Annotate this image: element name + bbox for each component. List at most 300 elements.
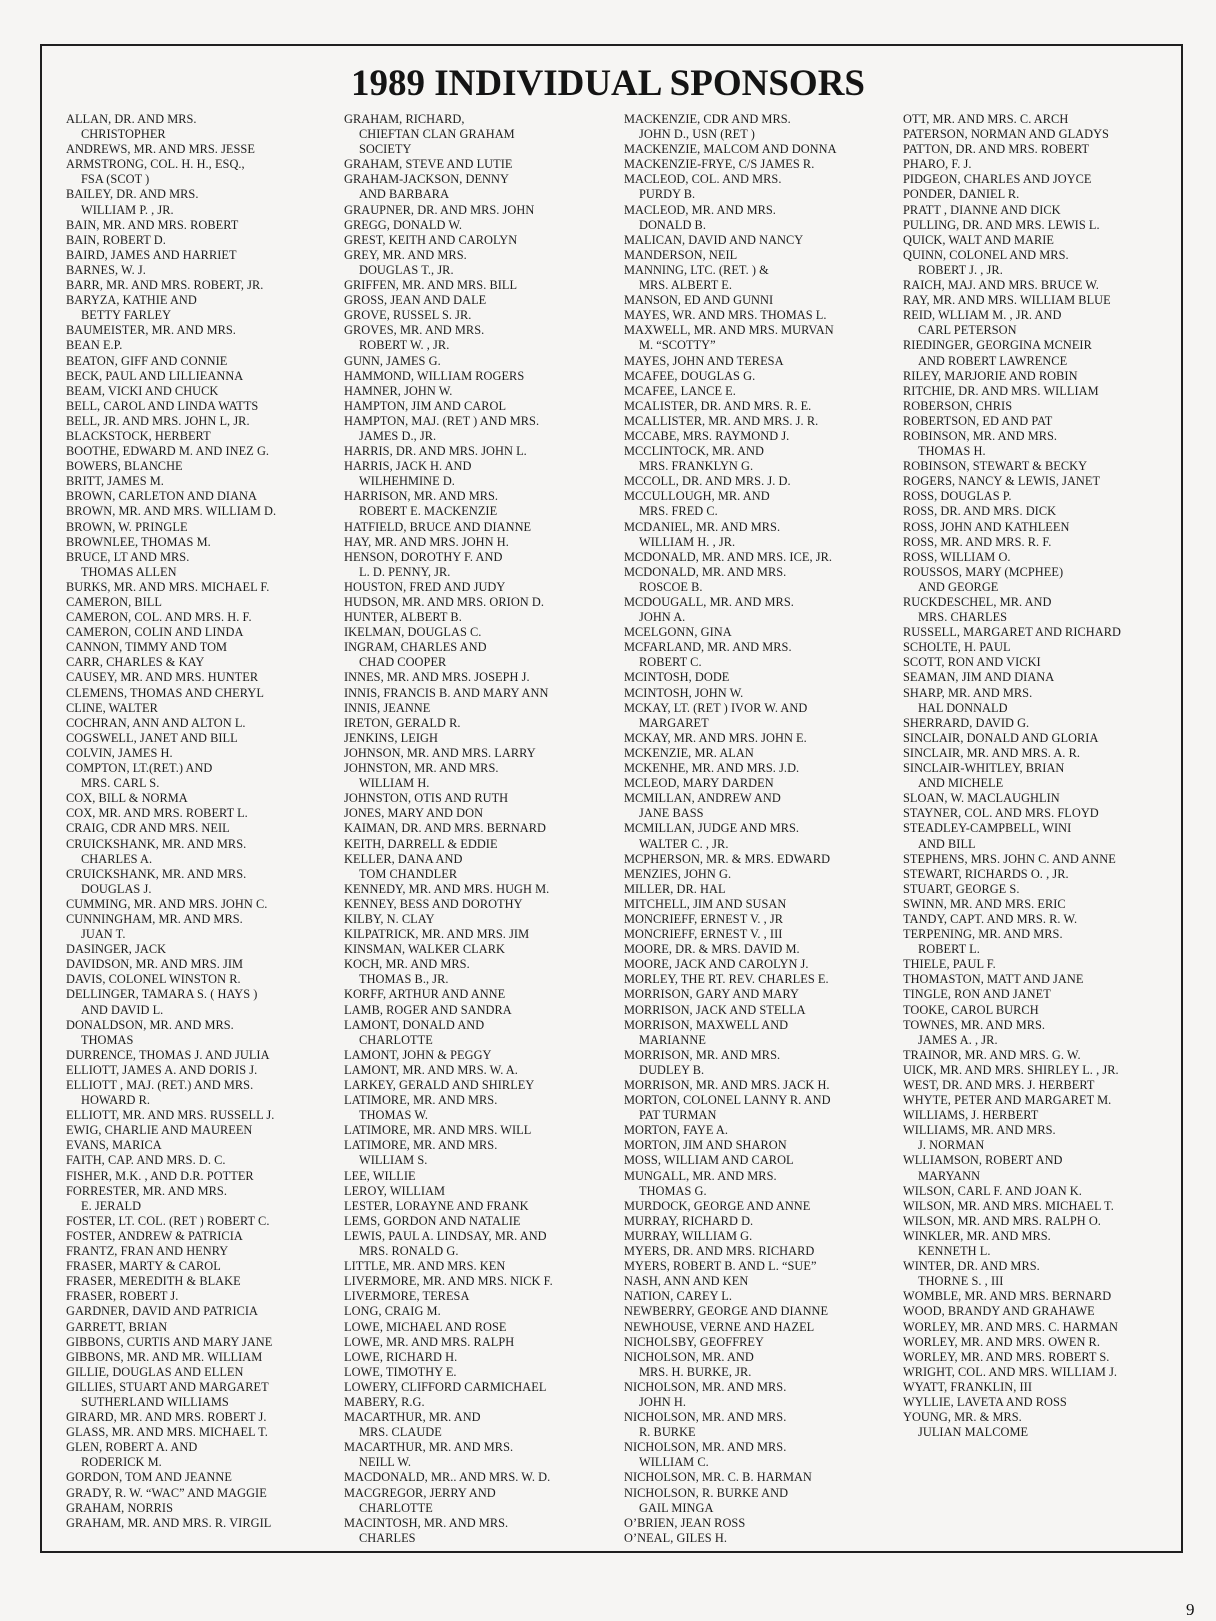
sponsor-name: MACKENZIE, MALCOM AND DONNA <box>624 142 837 157</box>
sponsor-name: MCINTOSH, JOHN W. <box>624 685 744 700</box>
sponsor-name-continuation: J. NORMAN <box>918 1138 985 1153</box>
sponsor-name-continuation: HAL DONNALD <box>918 700 1008 715</box>
sponsor-name: GLEN, ROBERT A. AND <box>66 1440 198 1455</box>
sponsor-name: MORRISON, MR. AND MRS. JACK H. <box>624 1078 830 1092</box>
sponsor-name: MOSS, WILLIAM AND CAROL <box>624 1153 794 1168</box>
sponsor-name-continuation: THOMAS ALLEN <box>81 564 177 579</box>
sponsor-name-continuation: ROBERT J. , JR. <box>918 262 1003 277</box>
sponsor-name: TANDY, CAPT. AND MRS. R. W. <box>903 911 1078 926</box>
sponsor-name-continuation: AND BILL <box>918 836 976 851</box>
sponsor-name-continuation: THOMAS G. <box>639 1183 707 1198</box>
sponsor-name: MCKAY, LT. (RET ) IVOR W. AND <box>624 700 808 715</box>
sponsor-name: NICHOLSBY, GEOFFREY <box>624 1334 764 1349</box>
sponsor-name: ROSS, DOUGLAS P. <box>903 489 1012 504</box>
sponsor-name: HAMMOND, WILLIAM ROGERS <box>344 368 525 383</box>
sponsor-name-continuation: ROSCOE B. <box>639 579 703 594</box>
sponsor-name: MAXWELL, MR. AND MRS. MURVAN <box>624 323 834 338</box>
sponsor-name: MACDONALD, MR.. AND MRS. W. D. <box>344 1470 551 1485</box>
sponsor-name: BAILEY, DR. AND MRS. <box>66 187 199 202</box>
sponsor-name: BRUCE, LT AND MRS. <box>66 549 190 564</box>
sponsor-name-continuation: MRS. RONALD G. <box>359 1244 459 1259</box>
sponsor-name: FRANTZ, FRAN AND HENRY <box>66 1244 229 1259</box>
sponsor-name: HARRIS, DR. AND MRS. JOHN L. <box>344 444 527 459</box>
sponsor-name: HUNTER, ALBERT B. <box>344 610 462 625</box>
sponsor-name: DURRENCE, THOMAS J. AND JULIA <box>66 1047 270 1062</box>
sponsor-name: DASINGER, JACK <box>66 942 167 957</box>
sponsor-name-continuation: MARIANNE <box>639 1032 706 1047</box>
sponsor-name-continuation: KENNETH L. <box>918 1244 991 1259</box>
sponsor-name: CRUICKSHANK, MR. AND MRS. <box>66 836 247 851</box>
sponsor-name: LATIMORE, MR. AND MRS. WILL <box>344 1123 532 1138</box>
sponsor-name-continuation: MRS. FRANKLYN G. <box>639 459 754 474</box>
sponsor-name: STAYNER, COL. AND MRS. FLOYD <box>903 806 1099 821</box>
sponsor-name: DELLINGER, TAMARA S. ( HAYS ) <box>66 987 258 1002</box>
sponsor-name: MORTON, COLONEL LANNY R. AND <box>624 1093 831 1108</box>
sponsor-name: FRASER, ROBERT J. <box>66 1289 179 1304</box>
sponsor-name: INGRAM, CHARLES AND <box>344 640 487 655</box>
sponsor-name-continuation: E. JERALD <box>81 1198 142 1213</box>
sponsor-name-continuation: WALTER C. , JR. <box>639 836 729 851</box>
sponsor-name: GIBBONS, MR. AND MR. WILLIAM <box>66 1349 263 1364</box>
sponsor-name-continuation: AND GEORGE <box>918 579 999 594</box>
sponsor-name: NICHOLSON, MR. AND <box>624 1349 754 1364</box>
sponsor-name: MURDOCK, GEORGE AND ANNE <box>624 1198 811 1213</box>
sponsor-name: MACKENZIE, CDR AND MRS. <box>624 112 791 126</box>
sponsor-name: HAMNER, JOHN W. <box>344 383 453 398</box>
sponsor-name: MYERS, ROBERT B. AND L. “SUE” <box>624 1259 817 1274</box>
sponsor-name: BEAN E.P. <box>66 338 123 353</box>
sponsor-name-continuation: CHARLES <box>359 1530 416 1545</box>
sponsor-name: CANNON, TIMMY AND TOM <box>66 640 228 655</box>
sponsor-name: GRAHAM, STEVE AND LUTIE <box>344 157 513 172</box>
sponsor-name: KENNEDY, MR. AND MRS. HUGH M. <box>344 881 550 896</box>
sponsor-name-continuation: AND ROBERT LAWRENCE <box>918 353 1068 368</box>
sponsor-name-continuation: NEILL W. <box>359 1455 412 1470</box>
sponsor-name: ROSS, MR. AND MRS. R. F. <box>903 534 1052 549</box>
sponsor-name: HATFIELD, BRUCE AND DIANNE <box>344 519 532 534</box>
sponsor-name: HUDSON, MR. AND MRS. ORION D. <box>344 595 545 609</box>
sponsor-name: ALLAN, DR. AND MRS. <box>66 112 197 126</box>
sponsor-name: MCMILLAN, ANDREW AND <box>624 791 781 806</box>
sponsor-name: MURRAY, WILLIAM G. <box>624 1228 753 1243</box>
sponsor-name: NICHOLSON, MR. C. B. HARMAN <box>624 1470 812 1485</box>
sponsor-name: MUNGALL, MR. AND MRS. <box>624 1168 777 1183</box>
sponsor-name: BELL, JR. AND MRS. JOHN L, JR. <box>66 413 250 428</box>
sponsor-name-continuation: L. D. PENNY, JR. <box>359 564 451 579</box>
sponsor-name: ROGERS, NANCY & LEWIS, JANET <box>903 474 1101 489</box>
sponsor-name: GILLIES, STUART AND MARGARET <box>66 1379 269 1394</box>
sponsor-name-continuation: THORNE S. , III <box>918 1274 1004 1289</box>
sponsor-name: BAIN, ROBERT D. <box>66 232 166 247</box>
sponsor-name: SINCLAIR, DONALD AND GLORIA <box>903 730 1099 745</box>
sponsor-name: PATTON, DR. AND MRS. ROBERT <box>903 142 1090 157</box>
sponsor-name-continuation: AND BARBARA <box>359 187 450 202</box>
sponsor-name: ROBINSON, MR. AND MRS. <box>903 428 1058 443</box>
sponsor-name: MCLEOD, MARY DARDEN <box>624 776 774 791</box>
sponsor-name-continuation: WILLIAM H. , JR. <box>639 534 736 549</box>
sponsor-name: BROWN, CARLETON AND DIANA <box>66 489 257 504</box>
sponsor-name: RAY, MR. AND MRS. WILLIAM BLUE <box>903 293 1111 308</box>
sponsor-name: KINSMAN, WALKER CLARK <box>344 942 505 957</box>
sponsor-name: GROVES, MR. AND MRS. <box>344 323 485 338</box>
sponsor-name: SCOTT, RON AND VICKI <box>903 655 1041 670</box>
sponsor-name-continuation: THOMAS H. <box>918 444 986 459</box>
sponsor-name: PONDER, DANIEL R. <box>903 187 1020 202</box>
sponsor-name: BOWERS, BLANCHE <box>66 459 183 474</box>
sponsor-name: ELLIOTT , MAJ. (RET.) AND MRS. <box>66 1078 254 1092</box>
sponsor-name: MCPHERSON, MR. & MRS. EDWARD <box>624 851 831 866</box>
sponsor-name-continuation: JOHN H. <box>639 1394 686 1409</box>
sponsor-name: BAIN, MR. AND MRS. ROBERT <box>66 217 239 232</box>
sponsor-name: MCCOLL, DR. AND MRS. J. D. <box>624 474 791 489</box>
sponsor-name: MCDONALD, MR. AND MRS. ICE, JR. <box>624 549 832 564</box>
sponsor-name: BAIRD, JAMES AND HARRIET <box>66 247 237 262</box>
sponsor-name-continuation: MRS. H. BURKE, JR. <box>639 1364 752 1379</box>
sponsor-name: MILLER, DR. HAL <box>624 881 726 896</box>
sponsor-name: OTT, MR. AND MRS. C. ARCH <box>903 112 1069 126</box>
sponsor-name: BEATON, GIFF AND CONNIE <box>66 353 228 368</box>
sponsor-name: MACGREGOR, JERRY AND <box>344 1485 496 1500</box>
sponsor-name: MAYES, WR. AND MRS. THOMAS L. <box>624 308 827 323</box>
sponsor-name: LOWE, MICHAEL AND ROSE <box>344 1319 507 1334</box>
sponsor-name: BARYZA, KATHIE AND <box>66 293 197 308</box>
page-title: 1989 INDIVIDUAL SPONSORS <box>351 63 865 104</box>
sponsor-name: GRIFFEN, MR. AND MRS. BILL <box>344 278 518 293</box>
sponsor-name-continuation: HOWARD R. <box>81 1093 151 1108</box>
sponsor-name: MORRISON, MR. AND MRS. <box>624 1047 781 1062</box>
page-number: 9 <box>1186 1600 1195 1619</box>
sponsor-name: LESTER, LORAYNE AND FRANK <box>344 1198 529 1213</box>
sponsor-name: INNIS, FRANCIS B. AND MARY ANN <box>344 685 549 700</box>
sponsor-name: CARR, CHARLES & KAY <box>66 655 205 670</box>
sponsor-name: BARNES, W. J. <box>66 262 146 277</box>
sponsor-name: STUART, GEORGE S. <box>903 881 1020 896</box>
sponsor-name: GRADY, R. W. “WAC” AND MAGGIE <box>66 1485 267 1500</box>
sponsor-name: UICK, MR. AND MRS. SHIRLEY L. , JR. <box>903 1062 1119 1077</box>
sponsor-name: GRAHAM, NORRIS <box>66 1500 174 1515</box>
sponsor-name: COCHRAN, ANN AND ALTON L. <box>66 715 246 730</box>
sponsor-name: PRATT , DIANNE AND DICK <box>903 202 1061 217</box>
sponsor-name: JENKINS, LEIGH <box>344 730 438 745</box>
sponsor-name: WYLLIE, LAVETA AND ROSS <box>903 1394 1067 1409</box>
sponsor-name: LATIMORE, MR. AND MRS. <box>344 1138 498 1153</box>
sponsor-name: SINCLAIR, MR. AND MRS. A. R. <box>903 745 1080 760</box>
sponsor-name: WINTER, DR. AND MRS. <box>903 1259 1040 1274</box>
sponsor-name: WILSON, CARL F. AND JOAN K. <box>903 1183 1082 1198</box>
sponsor-name: FRASER, MEREDITH & BLAKE <box>66 1274 241 1289</box>
sponsor-name: MCCULLOUGH, MR. AND <box>624 489 770 504</box>
sponsor-name-continuation: SUTHERLAND WILLIAMS <box>81 1394 229 1409</box>
sponsor-name: COLVIN, JAMES H. <box>66 745 173 760</box>
sponsor-name: LAMONT, MR. AND MRS. W. A. <box>344 1062 518 1077</box>
sponsor-name: CUMMING, MR. AND MRS. JOHN C. <box>66 896 268 911</box>
sponsor-name: PULLING, DR. AND MRS. LEWIS L. <box>903 217 1100 232</box>
sponsor-name: KENNEY, BESS AND DOROTHY <box>344 896 523 911</box>
sponsor-name: COX, MR. AND MRS. ROBERT L. <box>66 806 248 821</box>
sponsor-name: ROUSSOS, MARY (MCPHEE) <box>903 564 1064 579</box>
sponsor-name: CLEMENS, THOMAS AND CHERYL <box>66 685 264 700</box>
sponsor-name: MACKENZIE-FRYE, C/S JAMES R. <box>624 157 815 172</box>
sponsor-name: QUINN, COLONEL AND MRS. <box>903 247 1069 262</box>
sponsor-name-continuation: MARGARET <box>639 715 709 730</box>
sponsor-name: ROBERSON, CHRIS <box>903 398 1013 413</box>
sponsor-name: HARRIS, JACK H. AND <box>344 459 472 474</box>
sponsor-name: KOCH, MR. AND MRS. <box>344 957 470 972</box>
sponsor-name: BARR, MR. AND MRS. ROBERT, JR. <box>66 278 264 293</box>
sponsor-name: GLASS, MR. AND MRS. MICHAEL T. <box>66 1425 268 1440</box>
sponsor-name: QUICK, WALT AND MARIE <box>903 232 1055 247</box>
sponsor-name: DAVIS, COLONEL WINSTON R. <box>66 972 241 987</box>
sponsor-name: REID, WLLIAM M. , JR. AND <box>903 308 1062 323</box>
sponsor-name: WHYTE, PETER AND MARGARET M. <box>903 1093 1112 1108</box>
sponsor-name: ROBINSON, STEWART & BECKY <box>903 459 1088 474</box>
sponsor-name: NEWHOUSE, VERNE AND HAZEL <box>624 1319 815 1334</box>
sponsor-name: ROBERTSON, ED AND PAT <box>903 413 1053 428</box>
sponsor-name: RILEY, MARJORIE AND ROBIN <box>903 368 1078 383</box>
sponsor-name: MONCRIEFF, ERNEST V. , JR <box>624 911 784 926</box>
sponsor-name: ROSS, JOHN AND KATHLEEN <box>903 519 1070 534</box>
sponsor-name: SCHOLTE, H. PAUL <box>903 640 1011 655</box>
sponsor-name: CUNNINGHAM, MR. AND MRS. <box>66 911 243 926</box>
sponsor-name: MCELGONN, GINA <box>624 625 732 640</box>
sponsor-name: JONES, MARY AND DON <box>344 806 484 821</box>
sponsor-name: MCKENZIE, MR. ALAN <box>624 745 754 760</box>
sponsor-name: MITCHELL, JIM AND SUSAN <box>624 896 787 911</box>
sponsor-name-continuation: MARYANN <box>918 1168 981 1183</box>
sponsor-name: BELL, CAROL AND LINDA WATTS <box>66 398 259 413</box>
sponsor-name: LITTLE, MR. AND MRS. KEN <box>344 1259 506 1274</box>
sponsor-name: MCCABE, MRS. RAYMOND J. <box>624 428 790 443</box>
sponsor-name: TINGLE, RON AND JANET <box>903 987 1051 1002</box>
sponsor-name-continuation: DOUGLAS J. <box>81 881 152 896</box>
sponsor-name-continuation: CHAD COOPER <box>359 655 447 670</box>
sponsor-name: WOMBLE, MR. AND MRS. BERNARD <box>903 1289 1112 1304</box>
sponsor-name-continuation: ROBERT E. MACKENZIE <box>359 504 498 519</box>
sponsor-name: RIEDINGER, GEORGINA MCNEIR <box>903 338 1092 353</box>
sponsor-name: KELLER, DANA AND <box>344 851 463 866</box>
sponsor-name-continuation: AND MICHELE <box>918 776 1004 791</box>
sponsor-name: BRITT, JAMES M. <box>66 474 164 489</box>
sponsor-name: GREY, MR. AND MRS. <box>344 247 467 262</box>
sponsor-name: WYATT, FRANKLIN, III <box>903 1379 1032 1394</box>
sponsor-name: GORDON, TOM AND JEANNE <box>66 1470 232 1485</box>
sponsor-name-continuation: GAIL MINGA <box>639 1500 714 1515</box>
sponsor-name: KAIMAN, DR. AND MRS. BERNARD <box>344 821 547 836</box>
sponsor-name: MCAFEE, LANCE E. <box>624 383 736 398</box>
sponsor-name-continuation: RODERICK M. <box>81 1455 162 1470</box>
sponsor-name: STEPHENS, MRS. JOHN C. AND ANNE <box>903 851 1116 866</box>
sponsor-name: SINCLAIR-WHITLEY, BRIAN <box>903 761 1065 776</box>
sponsor-name: HARRISON, MR. AND MRS. <box>344 489 499 504</box>
sponsor-name-continuation: THOMAS B., JR. <box>359 972 449 987</box>
sponsor-name: MCALLISTER, MR. AND MRS. J. R. <box>624 413 819 428</box>
sponsor-name: GILLIE, DOUGLAS AND ELLEN <box>66 1364 244 1379</box>
sponsor-name: LEE, WILLIE <box>344 1168 416 1183</box>
sponsor-name: MOORE, JACK AND CAROLYN J. <box>624 957 809 972</box>
sponsor-name: PHARO, F. J. <box>903 157 972 172</box>
sponsor-name-continuation: ROBERT C. <box>639 655 702 670</box>
sponsor-name: WILLIAMS, MR. AND MRS. <box>903 1123 1056 1138</box>
sponsor-name: SLOAN, W. MACLAUGHLIN <box>903 791 1060 806</box>
sponsor-name: MCALISTER, DR. AND MRS. R. E. <box>624 398 812 413</box>
sponsor-name: MCCLINTOCK, MR. AND <box>624 444 764 459</box>
sponsor-name: CRUICKSHANK, MR. AND MRS. <box>66 866 247 881</box>
sponsor-name: ANDREWS, MR. AND MRS. JESSE <box>66 142 255 157</box>
sponsor-name: GIBBONS, CURTIS AND MARY JANE <box>66 1334 273 1349</box>
sponsor-name: HAMPTON, MAJ. (RET ) AND MRS. <box>344 413 540 428</box>
sponsor-name: RAICH, MAJ. AND MRS. BRUCE W. <box>903 278 1099 293</box>
sponsor-name: IRETON, GERALD R. <box>344 715 461 730</box>
sponsor-name: MCKENHE, MR. AND MRS. J.D. <box>624 761 800 776</box>
sponsor-name: PATERSON, NORMAN AND GLADYS <box>903 127 1109 142</box>
sponsor-name: GROVE, RUSSEL S. JR. <box>344 308 472 323</box>
sponsor-name: MANDERSON, NEIL <box>624 247 738 262</box>
sponsor-name: BURKS, MR. AND MRS. MICHAEL F. <box>66 579 270 594</box>
sponsor-name: FISHER, M.K. , AND D.R. POTTER <box>66 1168 254 1183</box>
sponsor-name: HOUSTON, FRED AND JUDY <box>344 579 506 594</box>
sponsor-name: GROSS, JEAN AND DALE <box>344 293 487 308</box>
sponsor-name-continuation: JOHN A. <box>639 610 686 625</box>
sponsor-name: MORLEY, THE RT. REV. CHARLES E. <box>624 972 829 987</box>
sponsor-name-continuation: MRS. FRED C. <box>639 504 718 519</box>
sponsor-name-continuation: JAMES D., JR. <box>359 428 437 443</box>
sponsor-name: FAITH, CAP. AND MRS. D. C. <box>66 1153 226 1168</box>
sponsor-name: MANSON, ED AND GUNNI <box>624 293 774 308</box>
sponsor-name-continuation: ROBERT L. <box>918 942 980 957</box>
sponsor-name-continuation: JANE BASS <box>639 806 704 821</box>
sponsor-name: KEITH, DARRELL & EDDIE <box>344 836 498 851</box>
sponsor-name: ARMSTRONG, COL. H. H., ESQ., <box>66 157 245 172</box>
sponsor-name: FOSTER, ANDREW & PATRICIA <box>66 1228 243 1243</box>
sponsor-name: BECK, PAUL AND LILLIEANNA <box>66 368 244 383</box>
sponsor-name: WRIGHT, COL. AND MRS. WILLIAM J. <box>903 1364 1118 1379</box>
sponsor-name-continuation: JUAN T. <box>81 927 126 942</box>
sponsor-name: CAMERON, COL. AND MRS. H. F. <box>66 610 252 625</box>
sponsor-name: HENSON, DOROTHY F. AND <box>344 549 503 564</box>
sponsor-name: TRAINOR, MR. AND MRS. G. W. <box>903 1047 1081 1062</box>
sponsor-name: LEROY, WILLIAM <box>344 1183 446 1198</box>
sponsor-name: GRAHAM, RICHARD, <box>344 112 465 126</box>
sponsor-name: GREGG, DONALD W. <box>344 217 463 232</box>
sponsor-name: RUSSELL, MARGARET AND RICHARD <box>903 625 1121 640</box>
sponsor-name: RITCHIE, DR. AND MRS. WILLIAM <box>903 383 1099 398</box>
sponsor-name-continuation: DUDLEY B. <box>639 1062 705 1077</box>
sponsor-name-continuation: MRS. CARL S. <box>81 776 160 791</box>
sponsor-name: COMPTON, LT.(RET.) AND <box>66 761 213 776</box>
sponsor-name-continuation: TOM CHANDLER <box>359 866 458 881</box>
sponsor-name: MCKAY, MR. AND MRS. JOHN E. <box>624 730 807 745</box>
sponsor-name: LOWE, TIMOTHY E. <box>344 1364 457 1379</box>
sponsor-name: O’BRIEN, JEAN ROSS <box>624 1515 746 1530</box>
sponsor-name: INNES, MR. AND MRS. JOSEPH J. <box>344 670 530 685</box>
sponsor-name: MORTON, JIM AND SHARON <box>624 1138 787 1153</box>
sponsor-name-continuation: JAMES A. , JR. <box>918 1032 998 1047</box>
sponsor-name: GRAUPNER, DR. AND MRS. JOHN <box>344 202 535 217</box>
sponsor-name-continuation: THOMAS <box>81 1032 134 1047</box>
sponsor-name: BEAM, VICKI AND CHUCK <box>66 383 219 398</box>
sponsor-name: NASH, ANN AND KEN <box>624 1274 749 1289</box>
sponsor-name: NICHOLSON, MR. AND MRS. <box>624 1440 787 1455</box>
sponsor-name: MCDOUGALL, MR. AND MRS. <box>624 595 794 609</box>
sponsor-name: NEWBERRY, GEORGE AND DIANNE <box>624 1304 829 1319</box>
sponsor-name: LAMB, ROGER AND SANDRA <box>344 1002 512 1017</box>
sponsor-name: SEAMAN, JIM AND DIANA <box>903 670 1055 685</box>
sponsor-name: GRAHAM-JACKSON, DENNY <box>344 172 509 187</box>
sponsor-name: CAMERON, BILL <box>66 595 162 609</box>
sponsor-name: O’NEAL, GILES H. <box>624 1530 727 1545</box>
sponsor-name: MCMILLAN, JUDGE AND MRS. <box>624 821 800 836</box>
sponsor-name: SHARP, MR. AND MRS. <box>903 685 1033 700</box>
sponsor-name-continuation: CHIEFTAN CLAN GRAHAM <box>359 127 515 142</box>
sponsor-name: YOUNG, MR. & MRS. <box>903 1410 1022 1425</box>
sponsor-name: SWINN, MR. AND MRS. ERIC <box>903 896 1066 911</box>
sponsor-name: THOMASTON, MATT AND JANE <box>903 972 1084 987</box>
sponsor-name-continuation: CHRISTOPHER <box>81 127 166 142</box>
sponsor-name: ROSS, DR. AND MRS. DICK <box>903 504 1057 519</box>
sponsor-name-continuation: DOUGLAS T., JR. <box>359 262 454 277</box>
sponsor-name-continuation: CARL PETERSON <box>918 323 1017 338</box>
sponsor-name: NICHOLSON, R. BURKE AND <box>624 1485 789 1500</box>
sponsor-name: PIDGEON, CHARLES AND JOYCE <box>903 172 1092 187</box>
sponsor-name: FRASER, MARTY & CAROL <box>66 1259 221 1274</box>
sponsor-column-4 <box>903 112 1121 1440</box>
sponsor-name-continuation: WILLIAM H. <box>359 776 430 791</box>
sponsor-name: BAUMEISTER, MR. AND MRS. <box>66 323 236 338</box>
sponsor-name-continuation: PAT TURMAN <box>639 1108 717 1123</box>
sponsor-name: BOOTHE, EDWARD M. AND INEZ G. <box>66 444 270 459</box>
sponsor-name: WOOD, BRANDY AND GRAHAWE <box>903 1304 1095 1319</box>
sponsor-name: MORTON, FAYE A. <box>624 1123 729 1138</box>
sponsor-name: WILSON, MR. AND MRS. RALPH O. <box>903 1213 1101 1228</box>
sponsor-name: DONALDSON, MR. AND MRS. <box>66 1017 234 1032</box>
sponsor-name: TOOKE, CAROL BURCH <box>903 1002 1039 1017</box>
sponsor-name: WORLEY, MR. AND MRS. C. HARMAN <box>903 1319 1118 1334</box>
sponsor-name: WILLIAMS, J. HERBERT <box>903 1108 1039 1123</box>
sponsor-name: LIVERMORE, MR. AND MRS. NICK F. <box>344 1274 553 1289</box>
sponsor-name: MACLEOD, MR. AND MRS. <box>624 202 776 217</box>
sponsor-name: MALICAN, DAVID AND NANCY <box>624 232 804 247</box>
sponsor-name-continuation: AND DAVID L. <box>81 1002 164 1017</box>
sponsor-name: EWIG, CHARLIE AND MAUREEN <box>66 1123 253 1138</box>
sponsor-name: MABERY, R.G. <box>344 1394 425 1409</box>
sponsor-name: INNIS, JEANNE <box>344 700 431 715</box>
sponsor-name: MYERS, DR. AND MRS. RICHARD <box>624 1244 815 1259</box>
sponsor-name: TERPENING, MR. AND MRS. <box>903 927 1063 942</box>
sponsor-name: NICHOLSON, MR. AND MRS. <box>624 1379 787 1394</box>
sponsor-name: MCINTOSH, DODE <box>624 670 730 685</box>
sponsor-name-continuation: JULIAN MALCOME <box>918 1425 1029 1440</box>
sponsor-name: LOWE, RICHARD H. <box>344 1349 458 1364</box>
sponsor-name: WORLEY, MR. AND MRS. OWEN R. <box>903 1334 1100 1349</box>
sponsor-name: GRAHAM, MR. AND MRS. R. VIRGIL <box>66 1515 272 1530</box>
sponsor-name: JOHNSTON, MR. AND MRS. <box>344 761 499 776</box>
sponsor-name: MACARTHUR, MR. AND MRS. <box>344 1440 514 1455</box>
sponsor-name-continuation: THOMAS W. <box>359 1108 429 1123</box>
sponsor-name: MCAFEE, DOUGLAS G. <box>624 368 756 383</box>
sponsor-name: BROWN, W. PRINGLE <box>66 519 188 534</box>
sponsor-name: LARKEY, GERALD AND SHIRLEY <box>344 1078 535 1092</box>
sponsor-name: ELLIOTT, JAMES A. AND DORIS J. <box>66 1062 258 1077</box>
sponsor-column-2 <box>344 112 553 1546</box>
sponsor-name: LOWE, MR. AND MRS. RALPH <box>344 1334 515 1349</box>
sponsor-name: CAMERON, COLIN AND LINDA <box>66 625 244 640</box>
sponsor-name-continuation: SOCIETY <box>359 142 412 157</box>
sponsor-name: WEST, DR. AND MRS. J. HERBERT <box>903 1078 1095 1092</box>
sponsor-name: KORFF, ARTHUR AND ANNE <box>344 987 506 1002</box>
sponsor-name-continuation: R. BURKE <box>639 1425 696 1440</box>
sponsor-name: JOHNSON, MR. AND MRS. LARRY <box>344 745 536 760</box>
sponsor-name: LIVERMORE, TERESA <box>344 1289 470 1304</box>
